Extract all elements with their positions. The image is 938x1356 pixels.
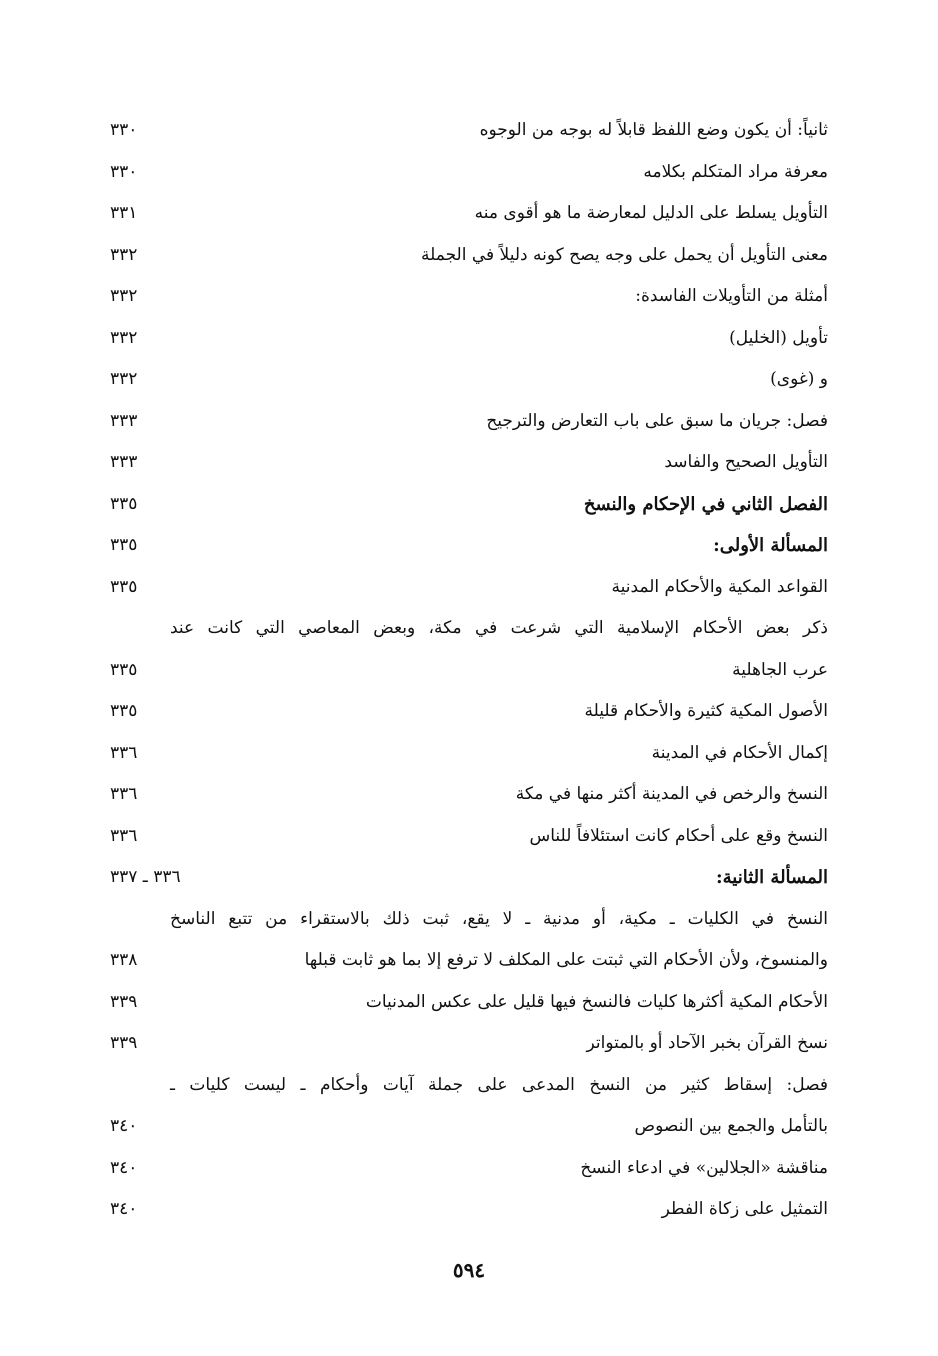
toc-entry-title: مناقشة «الجلالين» في ادعاء النسخ bbox=[580, 1157, 828, 1178]
toc-section-heading bbox=[110, 525, 828, 567]
toc-entry-title: أمثلة من التأويلات الفاسدة: bbox=[635, 286, 828, 306]
toc-entry bbox=[110, 193, 828, 235]
toc-entry-page: ٣٣٥ bbox=[110, 701, 138, 721]
toc-entry-title: الأصول المكية كثيرة والأحكام قليلة bbox=[584, 701, 828, 721]
toc-entry-title: التأويل الصحيح والفاسد bbox=[664, 452, 828, 472]
toc-entry-page: ٣٣٠ bbox=[110, 161, 138, 182]
toc-entry-page: ٣٤٠ bbox=[110, 1199, 138, 1219]
toc-entry-title: التأويل يسلط على الدليل لمعارضة ما هو أقوى منه bbox=[474, 203, 828, 223]
toc-entry-page: ٣٣٢ bbox=[110, 327, 138, 348]
toc-entry-page: ٣٣٢ bbox=[110, 286, 138, 306]
toc-entry-continued bbox=[110, 608, 828, 650]
toc-entry-page: ٣٣٦ ـ ٣٣٧ bbox=[110, 867, 181, 887]
toc-entry bbox=[110, 940, 828, 982]
toc-entry bbox=[110, 774, 828, 816]
toc-entry-title: إكمال الأحكام في المدينة bbox=[651, 742, 828, 763]
toc-entry bbox=[110, 982, 828, 1024]
toc-entry-title: ذكر بعض الأحكام الإسلامية التي شرعت في مكة، وبعض المعاصي التي كانت عند bbox=[170, 618, 828, 638]
page-number: ٥٩٤ bbox=[452, 1258, 486, 1282]
toc-entry-title: فصل: جريان ما سبق على باب التعارض والترجيح bbox=[486, 410, 828, 431]
toc-entry-title: الفصل الثاني في الإحكام والنسخ bbox=[583, 493, 828, 515]
toc-entry-page: ٣٣٩ bbox=[110, 1033, 138, 1053]
toc-entry-page: ٣٣٦ bbox=[110, 784, 138, 804]
toc-entry bbox=[110, 401, 828, 443]
toc-chapter-heading bbox=[110, 484, 828, 526]
toc-entry-title: بالتأمل والجمع بين النصوص bbox=[634, 1116, 828, 1136]
toc-section-heading bbox=[110, 857, 828, 899]
toc-entry-page: ٣٣٣ bbox=[110, 452, 138, 472]
toc-entry bbox=[110, 276, 828, 318]
toc-entry-title: المسألة الثانية: bbox=[716, 867, 828, 888]
toc-entry bbox=[110, 235, 828, 277]
toc-entry bbox=[110, 359, 828, 401]
toc-entry-title: تأويل (الخليل) bbox=[729, 327, 828, 348]
toc-entry bbox=[110, 733, 828, 775]
toc-entry bbox=[110, 1148, 828, 1190]
toc-entry-page: ٣٤٠ bbox=[110, 1157, 138, 1178]
toc-entry-title: النسخ وقع على أحكام كانت استئلافاً للناس bbox=[529, 825, 828, 846]
toc-entry-title: النسخ في الكليات ـ مكية، أو مدنية ـ لا يقع، ثبت ذلك بالاستقراء من تتبع الناسخ bbox=[170, 908, 828, 929]
toc-entry-title: عرب الجاهلية bbox=[732, 659, 828, 680]
toc-entry-title: ثانياً: أن يكون وضع اللفظ قابلاً له بوجه من الوجوه bbox=[479, 120, 828, 140]
toc-entry-page: ٣٣٥ bbox=[110, 535, 138, 555]
toc-entry-title: والمنسوخ، ولأن الأحكام التي ثبتت على المكلف لا ترفع إلا بما هو ثابت قبلها bbox=[304, 950, 828, 970]
toc-entry bbox=[110, 1106, 828, 1148]
toc-entry bbox=[110, 110, 828, 152]
toc-entry bbox=[110, 152, 828, 194]
toc-entry-title: نسخ القرآن بخبر الآحاد أو بالمتواتر bbox=[586, 1033, 828, 1053]
toc-entry-page: ٣٣٥ bbox=[110, 493, 138, 514]
toc-entry-page: ٣٤٠ bbox=[110, 1116, 138, 1136]
toc-entry-page: ٣٣٦ bbox=[110, 742, 138, 763]
toc-entry bbox=[110, 650, 828, 692]
toc-entry-continued bbox=[110, 899, 828, 941]
toc-entry bbox=[110, 691, 828, 733]
toc-entry-title: و (غوى) bbox=[770, 369, 828, 389]
toc-entry bbox=[110, 318, 828, 360]
toc-entry bbox=[110, 1023, 828, 1065]
toc-entry-page: ٣٣٥ bbox=[110, 659, 138, 680]
toc-entry-title: القواعد المكية والأحكام المدنية bbox=[611, 576, 828, 597]
toc-entry-title: فصل: إسقاط كثير من النسخ المدعى على جملة آيات وأحكام ـ ليست كليات ـ bbox=[170, 1074, 828, 1095]
toc-entry-title: الأحكام المكية أكثرها كليات فالنسخ فيها قليل على عكس المدنيات bbox=[365, 991, 828, 1012]
toc-entry bbox=[110, 816, 828, 858]
toc-entry-page: ٣٣١ bbox=[110, 203, 138, 223]
toc-entry-page: ٣٣٨ bbox=[110, 950, 138, 970]
toc-entry-title: المسألة الأولى: bbox=[713, 535, 828, 556]
toc-entry-page: ٣٣٠ bbox=[110, 120, 138, 140]
toc-entry-page: ٣٣٩ bbox=[110, 991, 138, 1012]
toc-entry-page: ٣٣٣ bbox=[110, 410, 138, 431]
toc-entry bbox=[110, 442, 828, 484]
table-of-contents bbox=[110, 110, 828, 1231]
toc-entry bbox=[110, 567, 828, 609]
toc-entry bbox=[110, 1189, 828, 1231]
toc-entry-page: ٣٣٢ bbox=[110, 369, 138, 389]
toc-entry-title: التمثيل على زكاة الفطر bbox=[661, 1199, 828, 1219]
toc-entry-page: ٣٣٦ bbox=[110, 825, 138, 846]
toc-entry-page: ٣٣٢ bbox=[110, 244, 138, 265]
toc-entry-page: ٣٣٥ bbox=[110, 576, 138, 597]
toc-entry-title: النسخ والرخص في المدينة أكثر منها في مكة bbox=[515, 784, 828, 804]
toc-entry-title: معنى التأويل أن يحمل على وجه يصح كونه دليلاً في الجملة bbox=[421, 244, 828, 265]
toc-entry-continued bbox=[110, 1065, 828, 1107]
toc-entry-title: معرفة مراد المتكلم بكلامه bbox=[643, 161, 828, 182]
